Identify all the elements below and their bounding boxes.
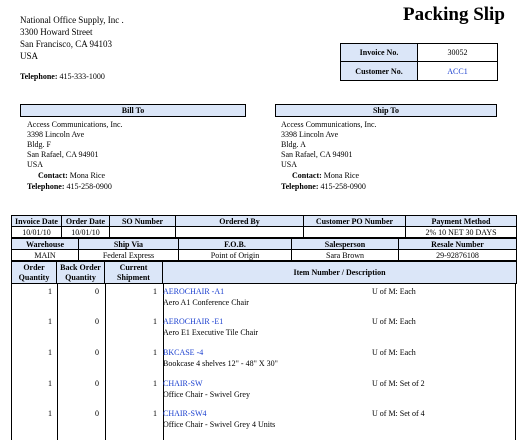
ship-info-header: Ship Via bbox=[79, 239, 179, 250]
item-uom: U of M: Each bbox=[372, 317, 416, 326]
item-description: Aero A1 Conference Chair bbox=[163, 298, 249, 307]
item-order-qty: 1 bbox=[48, 317, 52, 326]
bill-to-telephone-label: Telephone: bbox=[27, 182, 65, 191]
item-back-order: 0 bbox=[95, 317, 99, 326]
bill-to-contact bbox=[38, 171, 105, 181]
company-address2: San Francisco, CA 94103 bbox=[20, 39, 112, 49]
item-uom: U of M: Each bbox=[372, 348, 416, 357]
item-current: 1 bbox=[153, 287, 157, 296]
ship-info-header: Warehouse bbox=[12, 239, 79, 250]
item-back-order: 0 bbox=[95, 348, 99, 357]
bill-to-line4: San Rafael, CA 94901 bbox=[27, 150, 99, 159]
ship-via-value: Federal Express bbox=[79, 250, 179, 261]
ship-to-line3: Bldg. A bbox=[281, 140, 306, 149]
items-list bbox=[11, 284, 516, 440]
item-current: 1 bbox=[153, 409, 157, 418]
ship-to-contact-label: Contact: bbox=[292, 171, 322, 180]
customer-no-label: Customer No. bbox=[340, 61, 418, 81]
item-description: Bookcase 4 shelves 12" - 48" X 30" bbox=[163, 359, 278, 368]
invoice-date-value: 10/01/10 bbox=[12, 227, 62, 238]
ship-info-header: Salesperson bbox=[292, 239, 399, 250]
company-country: USA bbox=[20, 51, 39, 61]
order-info-header: Payment Method bbox=[406, 216, 517, 227]
item-uom: U of M: Set of 4 bbox=[372, 409, 425, 418]
item-uom: U of M: Each bbox=[372, 287, 416, 296]
ship-to-telephone-label: Telephone: bbox=[281, 182, 319, 191]
item-number[interactable]: AEROCHAIR -A1 bbox=[163, 287, 225, 296]
bill-to-telephone-value: 415-258-0900 bbox=[66, 182, 112, 191]
warehouse-value: MAIN bbox=[12, 250, 79, 261]
back-order-qty-header: Back Order Quantity bbox=[57, 262, 105, 284]
bill-to-header: Bill To bbox=[20, 104, 246, 117]
order-qty-header: Order Quantity bbox=[12, 262, 57, 284]
ship-to-header: Ship To bbox=[275, 104, 497, 117]
item-current: 1 bbox=[153, 348, 157, 357]
ship-to-line4: San Rafael, CA 94901 bbox=[281, 150, 353, 159]
order-info-header: SO Number bbox=[110, 216, 176, 227]
item-order-qty: 1 bbox=[48, 409, 52, 418]
item-desc-header: Item Number / Description bbox=[163, 262, 517, 284]
item-uom: U of M: Set of 2 bbox=[372, 379, 425, 388]
ship-info-table bbox=[11, 238, 517, 261]
ship-to-line1: Access Communications, Inc. bbox=[281, 120, 377, 129]
customer-no-value: ACC1 bbox=[418, 61, 498, 81]
fob-value: Point of Origin bbox=[179, 250, 292, 261]
invoice-no-value: 30052 bbox=[418, 43, 498, 62]
company-telephone bbox=[20, 72, 105, 82]
bill-to-contact-value: Mona Rice bbox=[69, 171, 106, 180]
ship-to-line5: USA bbox=[281, 160, 298, 169]
ship-to-contact bbox=[292, 171, 359, 181]
ship-to-telephone-value: 415-258-0900 bbox=[320, 182, 366, 191]
item-current: 1 bbox=[153, 317, 157, 326]
item-description: Office Chair - Swivel Grey bbox=[163, 390, 250, 399]
order-date-value: 10/01/10 bbox=[62, 227, 110, 238]
item-current: 1 bbox=[153, 379, 157, 388]
salesperson-value: Sara Brown bbox=[292, 250, 399, 261]
item-order-qty: 1 bbox=[48, 379, 52, 388]
current-shipment-header: Current Shipment bbox=[105, 262, 163, 284]
bill-to-line1: Access Communications, Inc. bbox=[27, 120, 123, 129]
item-back-order: 0 bbox=[95, 379, 99, 388]
item-order-qty: 1 bbox=[48, 348, 52, 357]
invoice-no-label: Invoice No. bbox=[340, 43, 418, 62]
order-info-header: Ordered By bbox=[176, 216, 304, 227]
company-address1: 3300 Howard Street bbox=[20, 27, 93, 37]
customer-po-value bbox=[304, 227, 406, 238]
ship-to-telephone bbox=[281, 182, 366, 192]
bill-to-line5: USA bbox=[27, 160, 44, 169]
item-number[interactable]: CHAIR-SW4 bbox=[163, 409, 207, 418]
item-order-qty: 1 bbox=[48, 287, 52, 296]
page-title: Packing Slip bbox=[403, 4, 505, 25]
item-number[interactable]: CHAIR-SW bbox=[163, 379, 203, 388]
bill-to-line3: Bldg. F bbox=[27, 140, 52, 149]
ship-info-header: Resale Number bbox=[399, 239, 517, 250]
ship-to-contact-value: Mona Rice bbox=[323, 171, 360, 180]
resale-number-value: 29-92876108 bbox=[399, 250, 517, 261]
order-info-header: Order Date bbox=[62, 216, 110, 227]
bill-to-line2: 3398 Lincoln Ave bbox=[27, 130, 85, 139]
order-info-header: Invoice Date bbox=[12, 216, 62, 227]
bill-to-contact-label: Contact: bbox=[38, 171, 68, 180]
item-number[interactable]: AEROCHAIR -E1 bbox=[163, 317, 224, 326]
bill-to-telephone bbox=[27, 182, 112, 192]
company-telephone-value: 415-333-1000 bbox=[59, 72, 105, 81]
item-number[interactable]: BKCASE -4 bbox=[163, 348, 204, 357]
company-name: National Office Supply, Inc . bbox=[20, 15, 124, 25]
item-back-order: 0 bbox=[95, 287, 99, 296]
order-info-header: Customer PO Number bbox=[304, 216, 406, 227]
order-info-table bbox=[11, 215, 517, 238]
payment-method-value: 2% 10 NET 30 DAYS bbox=[406, 227, 517, 238]
ship-info-header: F.O.B. bbox=[179, 239, 292, 250]
item-back-order: 0 bbox=[95, 409, 99, 418]
item-description: Aero E1 Executive Tile Chair bbox=[163, 328, 259, 337]
ship-to-line2: 3398 Lincoln Ave bbox=[281, 130, 339, 139]
ordered-by-value bbox=[176, 227, 304, 238]
items-header-table bbox=[11, 261, 517, 284]
item-description: Office Chair - Swivel Grey 4 Units bbox=[163, 420, 276, 429]
so-number-value bbox=[110, 227, 176, 238]
company-telephone-label: Telephone: bbox=[20, 72, 58, 81]
